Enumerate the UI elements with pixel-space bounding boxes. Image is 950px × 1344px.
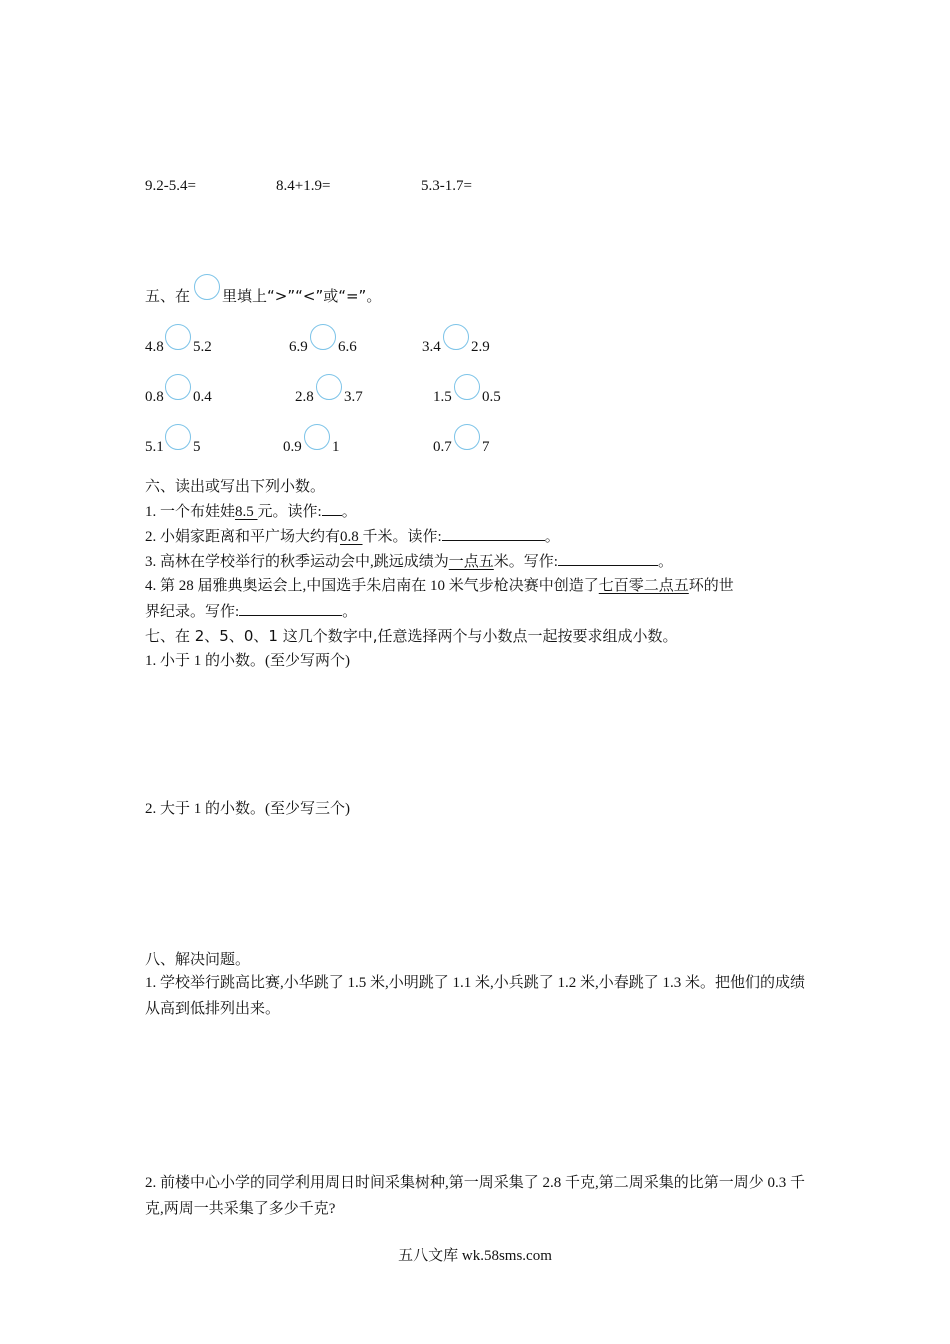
answer-blank[interactable] <box>558 551 658 566</box>
compare-left: 2.8 <box>295 389 314 405</box>
q2-end: 。 <box>544 529 560 545</box>
section8-q1: 1. 学校举行跳高比赛,小华跳了 1.5 米,小明跳了 1.1 米,小兵跳了 1.2 米,小春跳了 1.3 米。把他们的成绩从高到低排列出来。 <box>145 975 806 1017</box>
q1-prefix: 1. 一个布娃娃 <box>145 504 236 520</box>
q4-suffix-start: 环的世 <box>688 578 734 594</box>
section5-heading-part2: 里填上“>”“<”或“=”。 <box>222 287 382 305</box>
compare-left: 0.8 <box>145 389 164 405</box>
section7-q2: 2. 大于 1 的小数。(至少写三个) <box>145 801 350 817</box>
answer-blank[interactable] <box>322 501 342 516</box>
compare-left: 1.5 <box>433 389 452 405</box>
section7-heading: 七、在 2、5、0、1 这几个数字中,任意选择两个与小数点一起按要求组成小数。 <box>145 627 678 645</box>
compare-circle-icon[interactable] <box>165 374 191 400</box>
section6-heading: 六、读出或写出下列小数。 <box>145 477 326 495</box>
section6-q4-line2 <box>145 601 357 622</box>
section6-q4-line1 <box>145 576 734 596</box>
compare-circle-icon[interactable] <box>165 424 191 450</box>
answer-blank[interactable] <box>442 526 545 541</box>
footer-text: 五八文库 wk.58sms.com <box>398 1248 552 1264</box>
heading-circle-icon <box>194 274 220 300</box>
compare-left: 6.9 <box>289 339 308 355</box>
compare-left: 4.8 <box>145 339 164 355</box>
q1-end: 。 <box>341 504 357 520</box>
compare-circle-icon[interactable] <box>443 324 469 350</box>
q3-value: 一点五 <box>448 554 494 570</box>
compare-circle-icon[interactable] <box>454 424 480 450</box>
q2-value: 0.8 <box>340 529 363 545</box>
q4-value: 七百零二点五 <box>598 578 689 594</box>
compare-circle-icon[interactable] <box>454 374 480 400</box>
expression-2: 8.4+1.9= <box>276 178 331 194</box>
q4-end: 。 <box>342 604 358 620</box>
q2-prefix: 2. 小娟家距离和平广场大约有 <box>145 529 341 545</box>
compare-left: 5.1 <box>145 439 164 455</box>
compare-left: 0.9 <box>283 439 302 455</box>
q3-end: 。 <box>657 554 673 570</box>
compare-circle-icon[interactable] <box>165 324 191 350</box>
q4-prefix: 4. 第 28 届雅典奥运会上,中国选手朱启南在 10 米气步枪决赛中创造了 <box>145 578 599 594</box>
section6-q1 <box>145 501 357 522</box>
expression-1: 9.2-5.4= <box>145 178 196 194</box>
compare-left: 0.7 <box>433 439 452 455</box>
compare-right: 5.2 <box>193 339 212 355</box>
section6-q2 <box>145 526 560 547</box>
q1-value: 8.5 <box>235 504 258 520</box>
compare-left: 3.4 <box>422 339 441 355</box>
compare-right: 5 <box>193 439 201 455</box>
compare-right: 1 <box>332 439 340 455</box>
section6-q3 <box>145 551 673 572</box>
q4-suffix-end: 界纪录。写作: <box>145 604 240 620</box>
answer-blank[interactable] <box>239 601 342 616</box>
q3-suffix: 米。写作: <box>493 554 558 570</box>
compare-circle-icon[interactable] <box>310 324 336 350</box>
section8-heading: 八、解决问题。 <box>145 950 251 968</box>
expression-3: 5.3-1.7= <box>421 178 472 194</box>
q2-suffix: 千米。读作: <box>362 529 442 545</box>
compare-right: 7 <box>482 439 490 455</box>
section8-q2: 2. 前楼中心小学的同学利用周日时间采集树种,第一周采集了 2.8 千克,第二周采集的比第一周少 0.3 千克,两周一共采集了多少千克? <box>145 1175 806 1217</box>
compare-right: 2.9 <box>471 339 490 355</box>
compare-circle-icon[interactable] <box>304 424 330 450</box>
q3-prefix: 3. 高林在学校举行的秋季运动会中,跳远成绩为 <box>145 554 449 570</box>
compare-right: 0.5 <box>482 389 501 405</box>
section5-heading-part1: 五、在 <box>145 287 191 305</box>
compare-right: 0.4 <box>193 389 212 405</box>
compare-circle-icon[interactable] <box>316 374 342 400</box>
compare-right: 3.7 <box>344 389 363 405</box>
q1-suffix: 元。读作: <box>257 504 322 520</box>
section7-q1: 1. 小于 1 的小数。(至少写两个) <box>145 653 350 669</box>
compare-right: 6.6 <box>338 339 357 355</box>
